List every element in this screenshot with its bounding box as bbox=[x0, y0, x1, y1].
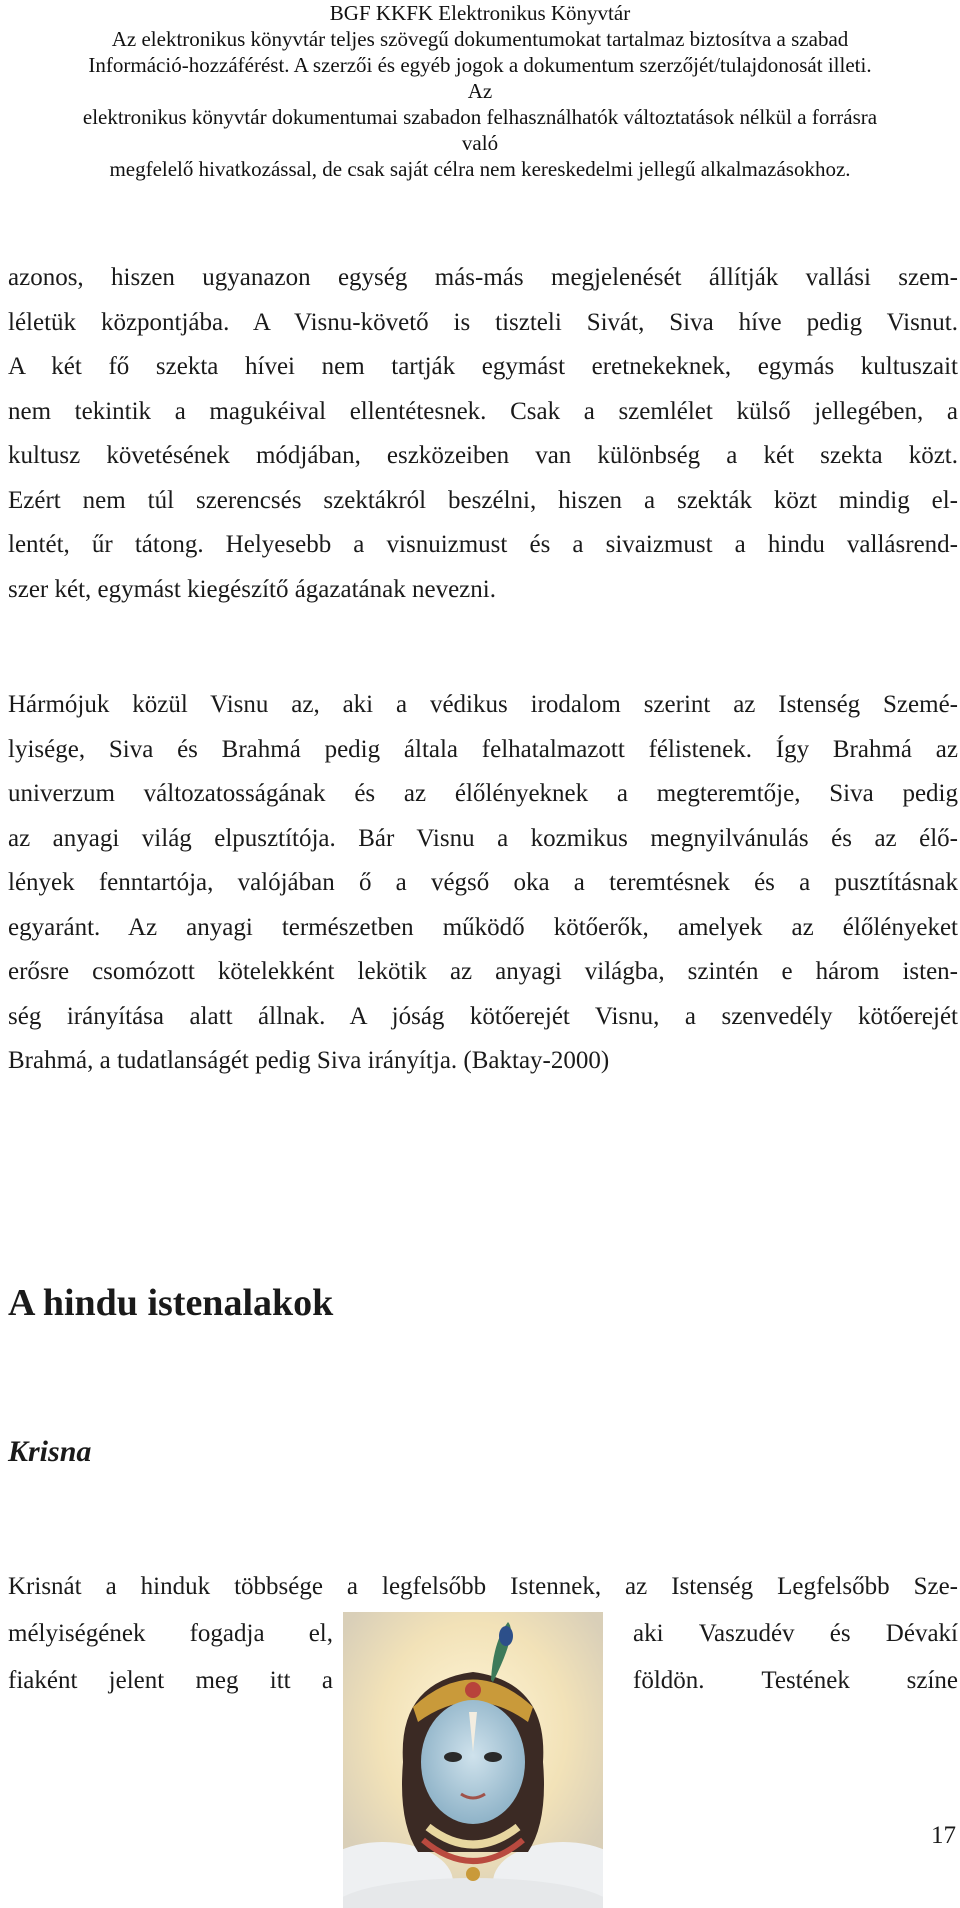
header-line: Információ-hozzáférést. A szerzői és egyéb jogok a dokumentum szerzőjét/tulajdonosát illeti. bbox=[88, 53, 872, 77]
header-line: Az bbox=[467, 79, 493, 103]
text-line: kultusz követésének módjában, eszközeiben van különbség a két szekta közt. bbox=[8, 442, 958, 469]
text-line: azonos, hiszen ugyanazon egység más-más megjelenését állítják vallási szem- bbox=[8, 264, 958, 291]
text-line: az anyagi világ elpusztítója. Bár Visnu a kozmikus megnyilvánulás és az élő- bbox=[8, 824, 958, 852]
text-line: Krisnát a hinduk többsége a legfelsőbb Istennek, az Istenség Legfelsőbb Sze- bbox=[8, 1573, 958, 1600]
text-line: ség irányítása alatt állnak. A jóság kötőerejét Visnu, a szenvedély kötőerejét bbox=[8, 1002, 958, 1030]
word: fogadja bbox=[189, 1620, 265, 1647]
paragraph-1 bbox=[8, 256, 958, 612]
text-line: Ezért nem túl szerencsés szektákról beszélni, hiszen a szekták közt mindig el- bbox=[8, 486, 958, 514]
word: Dévakí bbox=[885, 1620, 958, 1647]
text-line: erősre csomózott kötelekként lekötik az anyagi világba, szintén e három isten- bbox=[8, 958, 958, 985]
text-line: univerzum változatosságának és az élőlényeknek a megteremtője, Siva pedig bbox=[8, 780, 958, 807]
section-heading: A hindu istenalakok bbox=[8, 1282, 334, 1324]
header-line: BGF KKFK Elektronikus Könyvtár bbox=[329, 1, 631, 25]
header-line: elektronikus könyvtár dokumentumai szabadon felhasználhatók változtatások nélkül a forrásra bbox=[82, 105, 878, 129]
library-header bbox=[0, 0, 960, 182]
text-line: szer két, egymást kiegészítő ágazatának nevezni. bbox=[8, 575, 496, 603]
subsection-heading: Krisna bbox=[8, 1435, 92, 1468]
word: itt bbox=[269, 1667, 291, 1694]
text-line: A két fő szekta hívei nem tartják egymást eretnekeknek, egymás kultuszait bbox=[8, 353, 958, 380]
word: el, bbox=[308, 1620, 333, 1647]
word: színe bbox=[906, 1667, 958, 1694]
header-line: megfelelő hivatkozással, de csak saját célra nem kereskedelmi jellegű alkalmazásokhoz. bbox=[109, 157, 851, 181]
text-line: Hármójuk közül Visnu az, aki a védikus irodalom szerint az Istenség Szemé- bbox=[8, 691, 958, 718]
text-line: lyisége, Siva és Brahmá pedig általa felhatalmazott félistenek. Így Brahmá az bbox=[8, 735, 958, 763]
header-line: való bbox=[461, 131, 499, 155]
text-line: egyaránt. Az anyagi természetben működő kötőerők, amelyek az élőlényeket bbox=[8, 913, 958, 941]
word: földön. bbox=[633, 1667, 705, 1694]
word: Vaszudév bbox=[698, 1620, 795, 1647]
text-line: lentét, űr tátong. Helyesebb a visnuizmust és a sivaizmust a hindu vallásrend- bbox=[8, 531, 958, 558]
word: aki bbox=[633, 1620, 664, 1647]
word: meg bbox=[195, 1667, 239, 1694]
word: fiaként bbox=[8, 1667, 78, 1694]
text-line: léletük központjába. A Visnu-követő is tiszteli Sivát, Siva híve pedig Visnut. bbox=[8, 308, 958, 336]
word: Testének bbox=[761, 1667, 850, 1694]
text-line: nem tekintik a magukéival ellentétesnek. Csak a szemlélet külső jellegében, a bbox=[8, 397, 958, 425]
header-line: Az elektronikus könyvtár teljes szövegű dokumentumokat tartalmaz biztosítva a szabad bbox=[111, 27, 849, 51]
word: és bbox=[829, 1620, 851, 1647]
page-number: 17 bbox=[931, 1822, 956, 1849]
text-line: lények fenntartója, valójában ő a végső oka a teremtésnek és a pusztításnak bbox=[8, 869, 958, 896]
word: mélyiségének bbox=[8, 1620, 146, 1647]
word: a bbox=[321, 1667, 333, 1694]
krishna-portrait-image bbox=[343, 1612, 603, 1908]
text-line: Brahmá, a tudatlanságét pedig Siva irányítja. (Baktay-2000) bbox=[8, 1047, 610, 1074]
word: jelent bbox=[108, 1667, 165, 1694]
paragraph-2 bbox=[8, 683, 958, 1084]
